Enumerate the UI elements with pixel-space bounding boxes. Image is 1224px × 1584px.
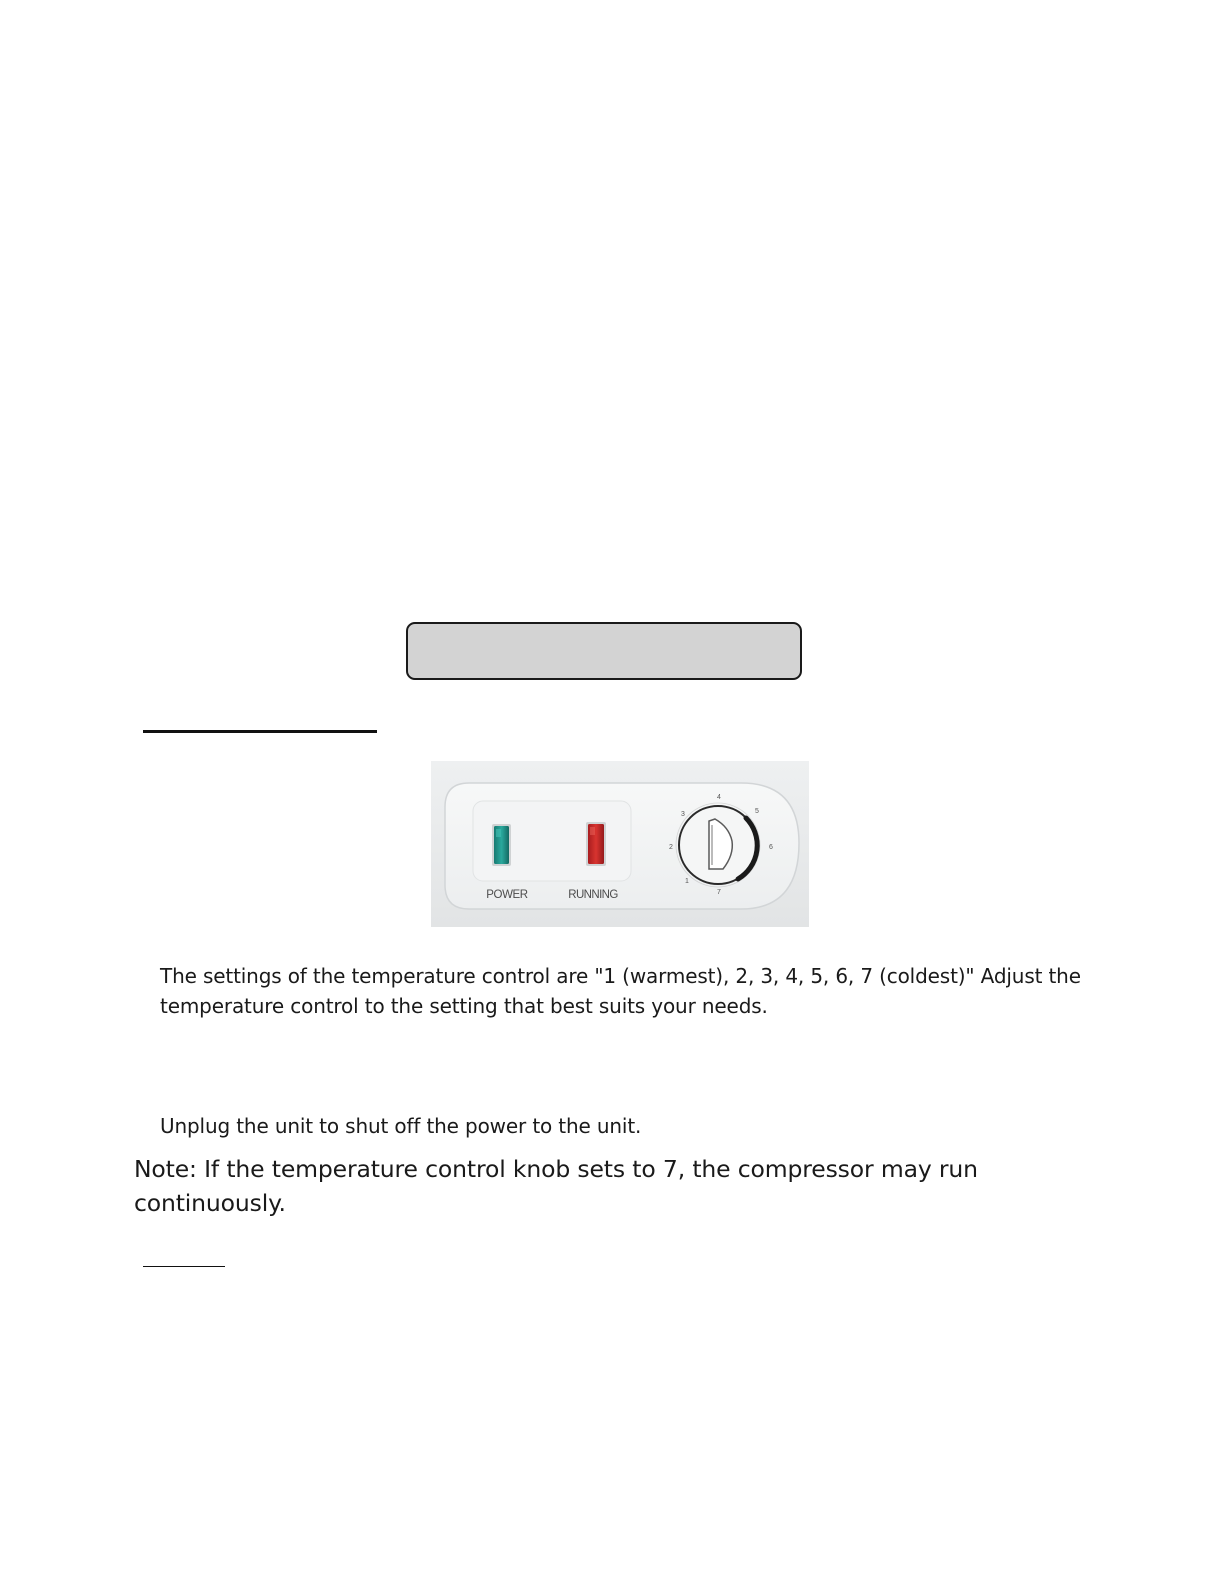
unplug-paragraph: Unplug the unit to shut off the power to the unit. bbox=[160, 1114, 642, 1138]
dial-number-3: 3 bbox=[681, 811, 685, 818]
heading-underline bbox=[143, 730, 377, 733]
control-panel-image bbox=[431, 761, 809, 927]
compressor-note: Note: If the temperature control knob sets to 7, the compressor may run continuously. bbox=[134, 1155, 978, 1217]
dial-number-4: 4 bbox=[717, 794, 721, 801]
section-title-banner bbox=[406, 622, 802, 680]
heading-underline-short bbox=[143, 1266, 225, 1267]
running-indicator-icon bbox=[586, 822, 606, 866]
dial-number-5: 5 bbox=[755, 808, 759, 815]
power-switch-icon bbox=[492, 824, 511, 866]
power-label: POWER bbox=[486, 889, 528, 901]
settings-paragraph: The settings of the temperature control are "1 (warmest), 2, 3, 4, 5, 6, 7 (coldest)" Adjust the temperature control to the setting that best suits your needs. bbox=[160, 964, 1081, 1018]
running-label: RUNNING bbox=[568, 889, 618, 901]
dial-number-6: 6 bbox=[769, 844, 773, 851]
dial-number-2: 2 bbox=[669, 844, 673, 851]
dial-number-7: 7 bbox=[717, 889, 721, 896]
dial-number-1: 1 bbox=[685, 878, 689, 885]
